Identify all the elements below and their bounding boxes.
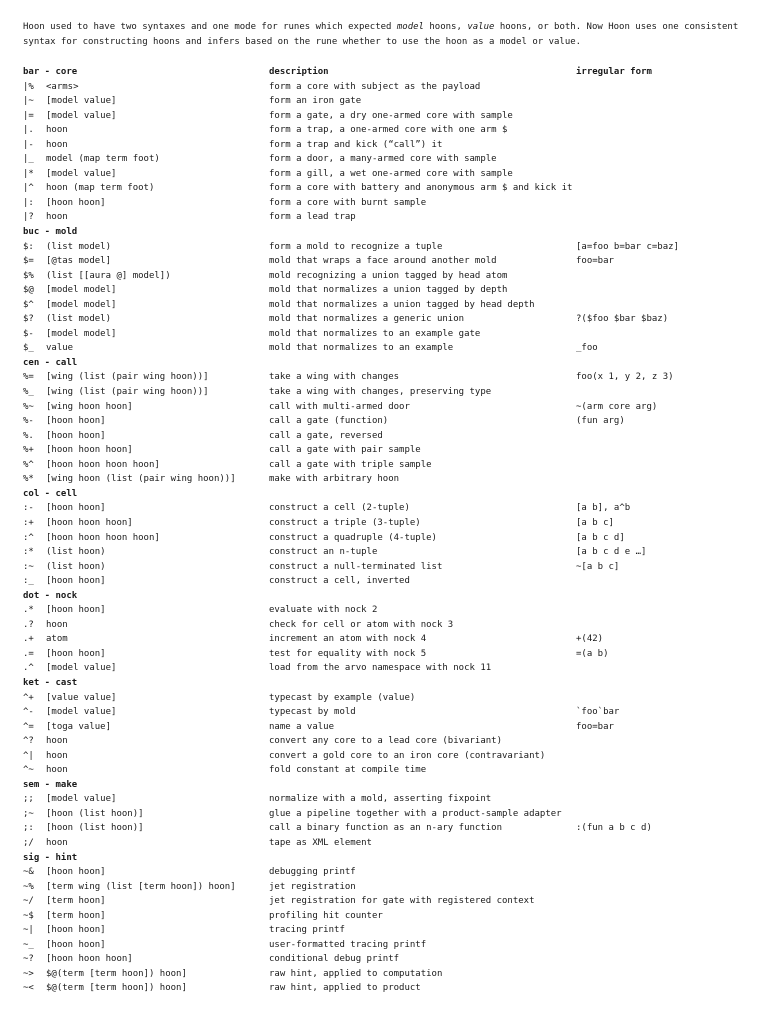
- rune-arguments: [wing (list (pair wing hoon))]: [46, 372, 209, 383]
- table-row: [23, 254, 753, 269]
- table-row: [23, 400, 753, 415]
- table-row: [23, 603, 753, 618]
- table-row: [23, 458, 753, 473]
- rune-glyph: ;/: [23, 837, 34, 848]
- table-row: [23, 749, 753, 764]
- rune-arguments: [hoon hoon]: [46, 648, 106, 659]
- rune-description: user-formatted tracing printf: [269, 939, 427, 950]
- rune-glyph: ^-: [23, 707, 34, 718]
- rune-description: mold recognizing a union tagged by head atom: [269, 270, 508, 281]
- rune-description: construct a quadruple (4-tuple): [269, 532, 437, 543]
- rune-arguments: hoon: [46, 765, 68, 776]
- intro-paragraph: [23, 20, 753, 50]
- rune-arguments: (list model): [46, 241, 112, 252]
- rune-description: glue a pipeline together with a product-sample adapter: [269, 808, 562, 819]
- rune-glyph: ^|: [23, 750, 34, 761]
- table-row: [23, 283, 753, 298]
- rune-arguments: [wing (list (pair wing hoon))]: [46, 387, 209, 398]
- rune-description: construct a null-terminated list: [269, 561, 443, 572]
- rune-description: typecast by example (value): [269, 692, 416, 703]
- rune-irregular-form: [a=foo b=bar c=baz]: [576, 241, 679, 252]
- rune-description: jet registration for gate with registered context: [269, 896, 535, 907]
- rune-description: construct a cell (2-tuple): [269, 503, 410, 514]
- rune-arguments: (list [[aura @] model]): [46, 270, 171, 281]
- rune-description: mold that normalizes a union tagged by depth: [269, 285, 508, 296]
- rune-irregular-form: [a b c]: [576, 517, 614, 528]
- rune-glyph: :_: [23, 576, 34, 587]
- table-row: [23, 181, 753, 196]
- rune-arguments: [model value]: [46, 663, 117, 674]
- rune-arguments: model (map term foot): [46, 154, 160, 165]
- rune-glyph: $?: [23, 314, 34, 325]
- rune-description: call a gate with pair sample: [269, 445, 421, 456]
- rune-arguments: [hoon hoon hoon hoon]: [46, 532, 160, 543]
- rune-description: form a mold to recognize a tuple: [269, 241, 443, 252]
- rune-arguments: [hoon hoon]: [46, 576, 106, 587]
- rune-arguments: value: [46, 343, 74, 354]
- header-irregular-form: irregular form: [576, 67, 652, 77]
- rune-arguments: [model model]: [46, 299, 117, 310]
- rune-glyph: .=: [23, 648, 34, 659]
- rune-arguments: $@(term [term hoon]) hoon]: [46, 983, 187, 994]
- section-header: [23, 676, 753, 691]
- rune-arguments: (list hoon): [46, 547, 106, 558]
- rune-description: form a core with subject as the payload: [269, 81, 481, 92]
- table-row: [23, 341, 753, 356]
- table-row: [23, 560, 753, 575]
- table-row: [23, 210, 753, 225]
- rune-glyph: .^: [23, 663, 34, 674]
- table-row: [23, 981, 753, 996]
- section-header: [23, 356, 753, 371]
- rune-glyph: %~: [23, 401, 34, 412]
- rune-description: call with multi-armed door: [269, 401, 410, 412]
- table-row: [23, 647, 753, 662]
- table-row: [23, 720, 753, 735]
- table-row: [23, 661, 753, 676]
- rune-arguments: [model value]: [46, 707, 117, 718]
- rune-glyph: ~/: [23, 896, 34, 907]
- rune-glyph: %+: [23, 445, 34, 456]
- rune-glyph: :+: [23, 517, 34, 528]
- rune-arguments: [toga value]: [46, 721, 112, 732]
- rune-description: load from the arvo namespace with nock 11: [269, 663, 492, 674]
- rune-glyph: %.: [23, 430, 34, 441]
- section-title: sem - make: [23, 779, 78, 790]
- rune-description: mold that normalizes a generic union: [269, 314, 465, 325]
- rune-description: form a core with burnt sample: [269, 197, 427, 208]
- rune-description: tracing printf: [269, 925, 345, 936]
- rune-arguments: [model value]: [46, 168, 117, 179]
- rune-glyph: ~?: [23, 954, 34, 965]
- rune-irregular-form: =(a b): [576, 648, 609, 659]
- rune-arguments: [model value]: [46, 110, 117, 121]
- rune-irregular-form: foo=bar: [576, 721, 614, 732]
- rune-arguments: atom: [46, 634, 68, 645]
- table-row: [23, 618, 753, 633]
- table-row: [23, 472, 753, 487]
- table-header: [23, 65, 753, 80]
- rune-description: normalize with a mold, asserting fixpoint: [269, 794, 492, 805]
- rune-description: form a gill, a wet one-armed core with sample: [269, 168, 513, 179]
- rune-glyph: ^=: [23, 721, 34, 732]
- rune-glyph: |.: [23, 125, 34, 136]
- table-row: [23, 894, 753, 909]
- table-row: [23, 167, 753, 182]
- rune-arguments: [hoon hoon hoon hoon]: [46, 459, 160, 470]
- rune-arguments: [wing hoon (list (pair wing hoon))]: [46, 474, 236, 485]
- rune-glyph: |*: [23, 168, 34, 179]
- rune-description: form a trap and kick (“call”) it: [269, 139, 443, 150]
- rune-arguments: hoon: [46, 619, 68, 630]
- section-title: ket - cast: [23, 677, 78, 688]
- rune-arguments: [hoon hoon]: [46, 197, 106, 208]
- section-title: cen - call: [23, 357, 78, 368]
- rune-irregular-form: ?($foo $bar $baz): [576, 314, 669, 325]
- rune-description: test for equality with nock 5: [269, 648, 427, 659]
- rune-description: debugging printf: [269, 867, 356, 878]
- section-header: [23, 851, 753, 866]
- rune-glyph: ~<: [23, 983, 34, 994]
- table-row: [23, 138, 753, 153]
- rune-arguments: hoon: [46, 750, 68, 761]
- rune-arguments: [model model]: [46, 285, 117, 296]
- rune-glyph: |?: [23, 212, 34, 223]
- rune-description: tape as XML element: [269, 837, 372, 848]
- rune-description: mold that normalizes a union tagged by head depth: [269, 299, 535, 310]
- table-row: [23, 196, 753, 211]
- rune-glyph: |~: [23, 96, 34, 107]
- rune-arguments: hoon: [46, 736, 68, 747]
- rune-glyph: %_: [23, 387, 34, 398]
- rune-arguments: [hoon hoon]: [46, 939, 106, 950]
- rune-description: call a gate with triple sample: [269, 459, 432, 470]
- header-rune-family: bar - core: [23, 67, 78, 77]
- intro-text-3: hoons, or both. Now Hoon uses one consistent syntax for constructing hoons and infers based on the rune whether to use the hoon as a model or value.: [23, 22, 744, 47]
- rune-glyph: ~%: [23, 881, 34, 892]
- rune-arguments: [@tas model]: [46, 256, 112, 267]
- table-row: [23, 298, 753, 313]
- intro-emphasis-value: value: [467, 22, 495, 32]
- rune-arguments: [term wing (list [term hoon]) hoon]: [46, 881, 236, 892]
- table-row: [23, 269, 753, 284]
- rune-glyph: ^+: [23, 692, 34, 703]
- rune-glyph: $@: [23, 285, 34, 296]
- rune-arguments: [hoon hoon]: [46, 430, 106, 441]
- rune-irregular-form: ~[a b c]: [576, 561, 620, 572]
- table-row: [23, 821, 753, 836]
- rune-arguments: hoon: [46, 837, 68, 848]
- rune-description: conditional debug printf: [269, 954, 400, 965]
- rune-glyph: %=: [23, 372, 34, 383]
- table-row: [23, 880, 753, 895]
- rune-irregular-form: [a b c d]: [576, 532, 625, 543]
- rune-description: name a value: [269, 721, 335, 732]
- table-row: [23, 370, 753, 385]
- rune-arguments: [model model]: [46, 328, 117, 339]
- rune-arguments: hoon: [46, 139, 68, 150]
- rune-description: form a door, a many-armed core with sample: [269, 154, 497, 165]
- table-row: [23, 152, 753, 167]
- table-row: [23, 952, 753, 967]
- rune-description: profiling hit counter: [269, 910, 383, 921]
- rune-arguments: [hoon hoon]: [46, 867, 106, 878]
- rune-description: call a gate, reversed: [269, 430, 383, 441]
- rune-arguments: <arms>: [46, 81, 79, 92]
- rune-irregular-form: [a b], a^b: [576, 503, 631, 514]
- rune-arguments: hoon: [46, 212, 68, 223]
- rune-description: form an iron gate: [269, 96, 362, 107]
- table-row: [23, 967, 753, 982]
- rune-description: call a gate (function): [269, 416, 389, 427]
- rune-description: form a lead trap: [269, 212, 356, 223]
- rune-irregular-form: foo=bar: [576, 256, 614, 267]
- rune-arguments: [term hoon]: [46, 896, 106, 907]
- table-row: [23, 807, 753, 822]
- table-row: [23, 632, 753, 647]
- header-description: description: [269, 67, 329, 77]
- table-row: [23, 94, 753, 109]
- rune-arguments: (list hoon): [46, 561, 106, 572]
- rune-glyph: |=: [23, 110, 34, 121]
- table-row: [23, 240, 753, 255]
- rune-irregular-form: foo(x 1, y 2, z 3): [576, 372, 674, 383]
- rune-glyph: $-: [23, 328, 34, 339]
- rune-description: fold constant at compile time: [269, 765, 427, 776]
- rune-irregular-form: [a b c d e …]: [576, 547, 647, 558]
- rune-glyph: $%: [23, 270, 34, 281]
- rune-description: take a wing with changes, preserving type: [269, 387, 492, 398]
- rune-description: jet registration: [269, 881, 356, 892]
- rune-description: convert any core to a lead core (bivariant): [269, 736, 502, 747]
- rune-glyph: ~>: [23, 968, 34, 979]
- rune-glyph: ~&: [23, 867, 34, 878]
- rune-glyph: %*: [23, 474, 34, 485]
- table-row: [23, 327, 753, 342]
- rune-irregular-form: :(fun a b c d): [576, 823, 652, 834]
- rune-description: raw hint, applied to product: [269, 983, 421, 994]
- rune-glyph: .*: [23, 605, 34, 616]
- rune-glyph: .?: [23, 619, 34, 630]
- table-row: [23, 516, 753, 531]
- rune-glyph: ~|: [23, 925, 34, 936]
- rune-description: check for cell or atom with nock 3: [269, 619, 454, 630]
- rune-glyph: :*: [23, 547, 34, 558]
- table-row: [23, 443, 753, 458]
- rune-irregular-form: ~(arm core arg): [576, 401, 658, 412]
- rune-glyph: .+: [23, 634, 34, 645]
- rune-glyph: %^: [23, 459, 34, 470]
- rune-glyph: |^: [23, 183, 34, 194]
- rune-arguments: [hoon hoon hoon]: [46, 954, 133, 965]
- table-row: [23, 792, 753, 807]
- table-row: [23, 691, 753, 706]
- rune-glyph: ~$: [23, 910, 34, 921]
- rune-arguments: [hoon (list hoon)]: [46, 808, 144, 819]
- rune-description: form a gate, a dry one-armed core with sample: [269, 110, 513, 121]
- rune-glyph: ;~: [23, 808, 34, 819]
- rune-glyph: |%: [23, 81, 34, 92]
- intro-text-2: hoons,: [423, 22, 468, 32]
- rune-arguments: [hoon hoon hoon]: [46, 517, 133, 528]
- rune-glyph: :-: [23, 503, 34, 514]
- rune-arguments: [hoon hoon hoon]: [46, 445, 133, 456]
- table-row: [23, 429, 753, 444]
- rune-glyph: :~: [23, 561, 34, 572]
- table-row: [23, 123, 753, 138]
- table-row: [23, 923, 753, 938]
- table-row: [23, 574, 753, 589]
- section-header: [23, 589, 753, 604]
- rune-description: mold that wraps a face around another mold: [269, 256, 497, 267]
- section-header: [23, 778, 753, 793]
- rune-arguments: hoon (map term foot): [46, 183, 155, 194]
- rune-description: raw hint, applied to computation: [269, 968, 443, 979]
- rune-arguments: [hoon hoon]: [46, 416, 106, 427]
- rune-description: mold that normalizes to an example gate: [269, 328, 481, 339]
- rune-glyph: :^: [23, 532, 34, 543]
- rune-description: convert a gold core to an iron core (contravariant): [269, 750, 546, 761]
- rune-description: construct a triple (3-tuple): [269, 517, 421, 528]
- rune-glyph: $^: [23, 299, 34, 310]
- rune-description: mold that normalizes to an example: [269, 343, 454, 354]
- table-row: [23, 414, 753, 429]
- intro-text-1: Hoon used to have two syntaxes and one mode for runes which expected: [23, 22, 397, 32]
- rune-description: typecast by mold: [269, 707, 356, 718]
- rune-arguments: [model value]: [46, 794, 117, 805]
- rune-arguments: [hoon (list hoon)]: [46, 823, 144, 834]
- section-title: buc - mold: [23, 227, 78, 238]
- table-row: [23, 545, 753, 560]
- rune-glyph: |_: [23, 154, 34, 165]
- rune-arguments: [value value]: [46, 692, 117, 703]
- rune-glyph: ;;: [23, 794, 34, 805]
- rune-description: increment an atom with nock 4: [269, 634, 427, 645]
- rune-irregular-form: +(42): [576, 634, 604, 645]
- rune-description: construct a cell, inverted: [269, 576, 410, 587]
- rune-irregular-form: (fun arg): [576, 416, 625, 427]
- rune-description: form a core with battery and anonymous arm $ and kick it: [269, 183, 573, 194]
- table-row: [23, 865, 753, 880]
- rune-description: make with arbitrary hoon: [269, 474, 400, 485]
- rune-glyph: $:: [23, 241, 34, 252]
- rune-table: [23, 65, 753, 996]
- table-row: [23, 705, 753, 720]
- rune-arguments: [wing hoon hoon]: [46, 401, 133, 412]
- rune-description: construct an n-tuple: [269, 547, 378, 558]
- rune-description: evaluate with nock 2: [269, 605, 378, 616]
- table-row: [23, 501, 753, 516]
- table-row: [23, 312, 753, 327]
- intro-emphasis-model: model: [396, 22, 424, 32]
- rune-glyph: ~_: [23, 939, 34, 950]
- section-header: [23, 225, 753, 240]
- table-row: [23, 109, 753, 124]
- rune-description: form a trap, a one-armed core with one arm $: [269, 125, 508, 136]
- rune-arguments: hoon: [46, 125, 68, 136]
- table-row: [23, 836, 753, 851]
- rune-glyph: ^~: [23, 765, 34, 776]
- section-header: [23, 487, 753, 502]
- rune-glyph: |:: [23, 197, 34, 208]
- section-title: col - cell: [23, 488, 78, 499]
- table-row: [23, 80, 753, 95]
- table-row: [23, 763, 753, 778]
- table-row: [23, 531, 753, 546]
- table-row: [23, 734, 753, 749]
- rune-irregular-form: _foo: [576, 343, 598, 354]
- rune-glyph: $_: [23, 343, 34, 354]
- rune-arguments: [term hoon]: [46, 910, 106, 921]
- rune-arguments: (list model): [46, 314, 112, 325]
- rune-arguments: [hoon hoon]: [46, 503, 106, 514]
- rune-description: call a binary function as an n-ary function: [269, 823, 502, 834]
- rune-arguments: [model value]: [46, 96, 117, 107]
- rune-glyph: $=: [23, 256, 34, 267]
- table-row: [23, 938, 753, 953]
- section-title: sig - hint: [23, 852, 78, 863]
- table-row: [23, 385, 753, 400]
- rune-glyph: ^?: [23, 736, 34, 747]
- rune-glyph: |-: [23, 139, 34, 150]
- table-row: [23, 909, 753, 924]
- rune-arguments: [hoon hoon]: [46, 605, 106, 616]
- rune-glyph: %-: [23, 416, 34, 427]
- rune-arguments: [hoon hoon]: [46, 925, 106, 936]
- rune-arguments: $@(term [term hoon]) hoon]: [46, 968, 187, 979]
- section-title: dot - nock: [23, 590, 78, 601]
- rune-description: take a wing with changes: [269, 372, 400, 383]
- rune-irregular-form: `foo`bar: [576, 707, 620, 718]
- rune-glyph: ;:: [23, 823, 34, 834]
